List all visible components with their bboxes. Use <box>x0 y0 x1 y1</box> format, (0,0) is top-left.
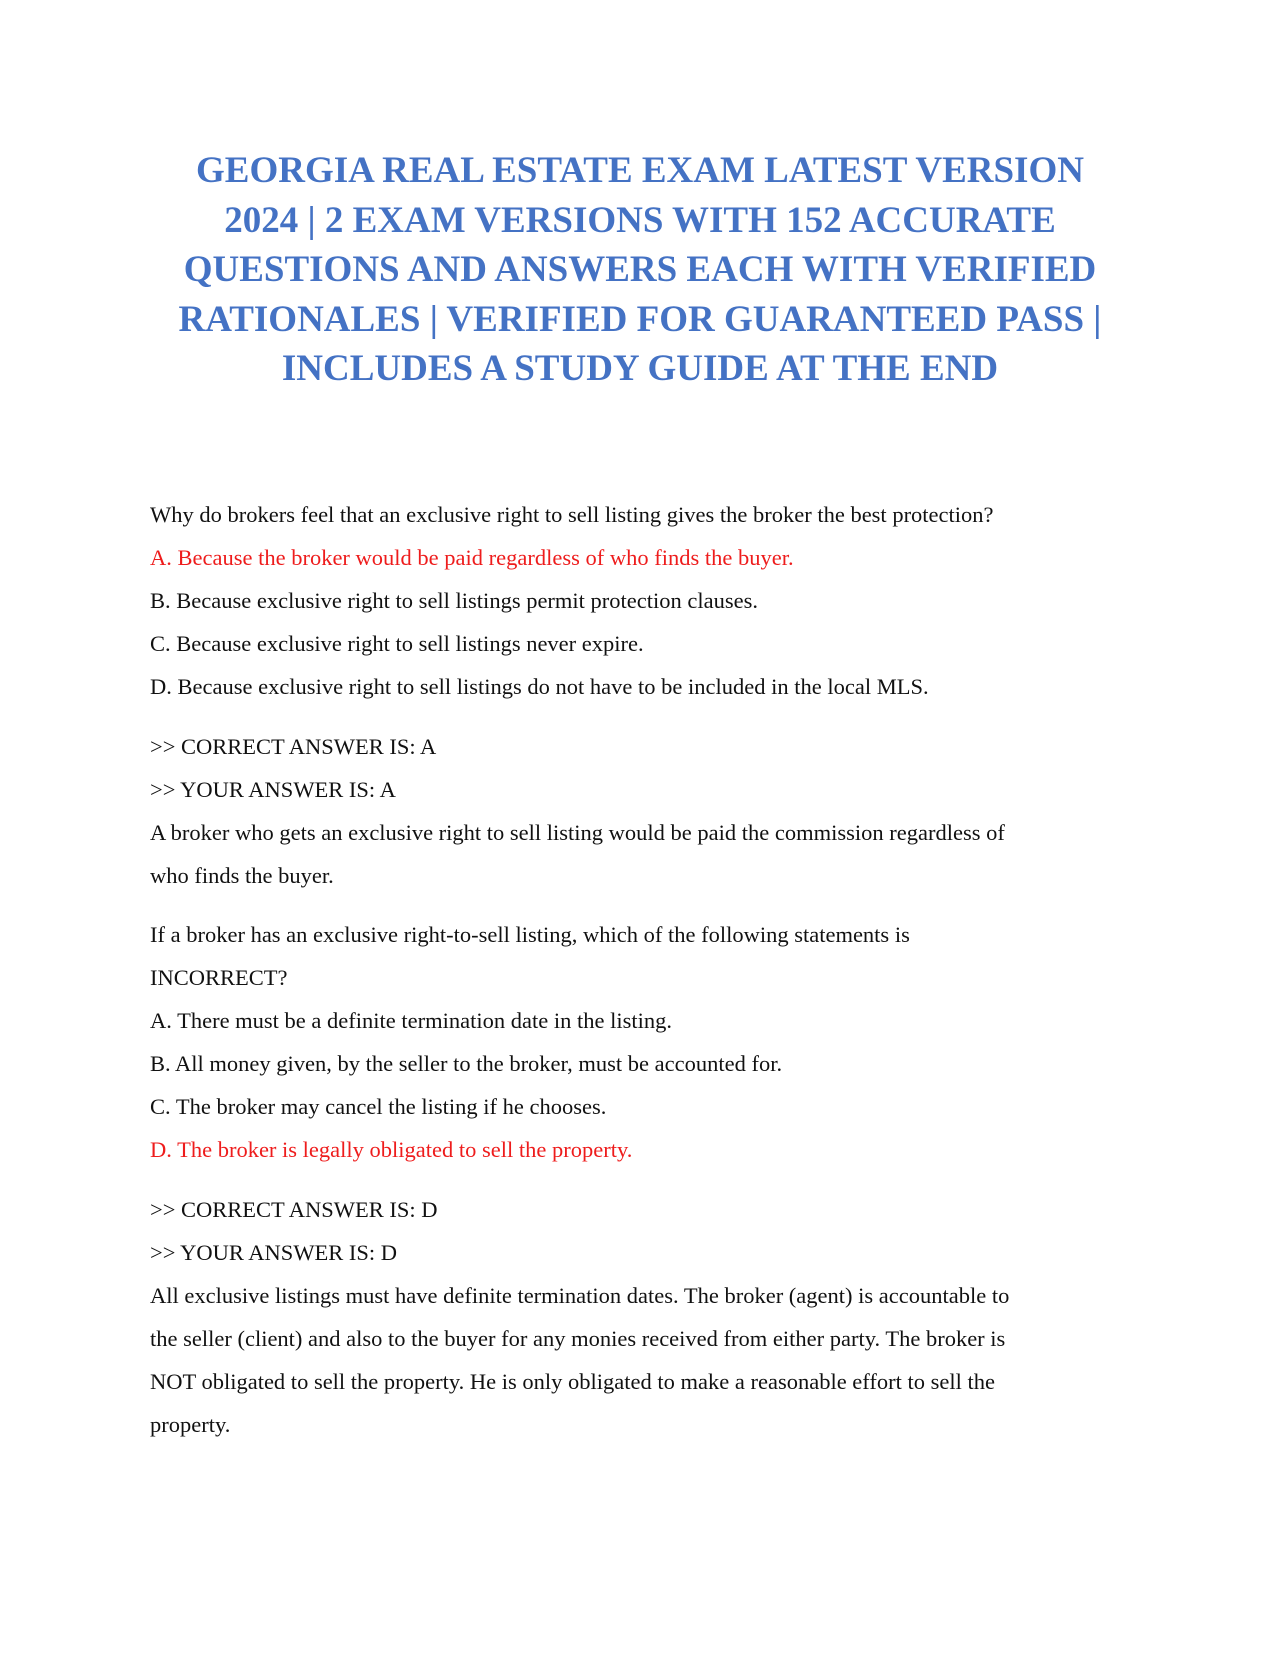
correct-answer: >> CORRECT ANSWER IS: D <box>150 1197 438 1222</box>
rationale-line: who finds the buyer. <box>150 863 334 888</box>
option-b: B. Because exclusive right to sell listings permit protection clauses. <box>150 588 758 613</box>
title-line: RATIONALES | VERIFIED FOR GUARANTEED PASS | <box>178 298 1102 340</box>
question-text: Why do brokers feel that an exclusive right to sell listing gives the broker the best protection? <box>150 502 994 527</box>
rationale-line: NOT obligated to sell the property. He is only obligated to make a reasonable effort to sell the <box>150 1369 995 1394</box>
rationale-line: property. <box>150 1412 231 1437</box>
rationale-line: A broker who gets an exclusive right to sell listing would be paid the commission regardless of <box>150 820 1005 845</box>
option-a-correct: A. Because the broker would be paid regardless of who finds the buyer. <box>150 545 794 570</box>
title-line: QUESTIONS AND ANSWERS EACH WITH VERIFIED <box>183 249 1097 290</box>
option-b: B. All money given, by the seller to the broker, must be accounted for. <box>150 1051 783 1076</box>
question-text: INCORRECT? <box>150 965 288 990</box>
title-line: GEORGIA REAL ESTATE EXAM LATEST VERSION <box>196 150 1084 191</box>
question-text: If a broker has an exclusive right-to-sell listing, which of the following statements is <box>150 922 910 947</box>
spacer <box>150 1171 1140 1188</box>
question-block-1 <box>150 493 1140 897</box>
title-line: 2024 | 2 EXAM VERSIONS WITH 152 ACCURATE <box>224 199 1056 241</box>
rationale-line: the seller (client) and also to the buyer for any monies received from either party. The broker is <box>150 1326 1006 1351</box>
correct-answer: >> CORRECT ANSWER IS: A <box>150 734 437 759</box>
option-d-correct: D. The broker is legally obligated to sell the property. <box>150 1137 633 1162</box>
document-title <box>150 146 1130 394</box>
option-d: D. Because exclusive right to sell listings do not have to be included in the local MLS. <box>150 674 929 699</box>
option-c: C. Because exclusive right to sell listings never expire. <box>150 631 644 656</box>
spacer <box>150 708 1140 725</box>
your-answer: >> YOUR ANSWER IS: A <box>150 777 396 802</box>
option-a: A. There must be a definite termination date in the listing. <box>150 1008 672 1033</box>
option-c: C. The broker may cancel the listing if he chooses. <box>150 1094 607 1119</box>
title-line: INCLUDES A STUDY GUIDE AT THE END <box>281 348 999 389</box>
question-block-2 <box>150 913 1140 1446</box>
your-answer: >> YOUR ANSWER IS: D <box>150 1240 398 1265</box>
rationale-line: All exclusive listings must have definite termination dates. The broker (agent) is accountable to <box>150 1283 1010 1308</box>
